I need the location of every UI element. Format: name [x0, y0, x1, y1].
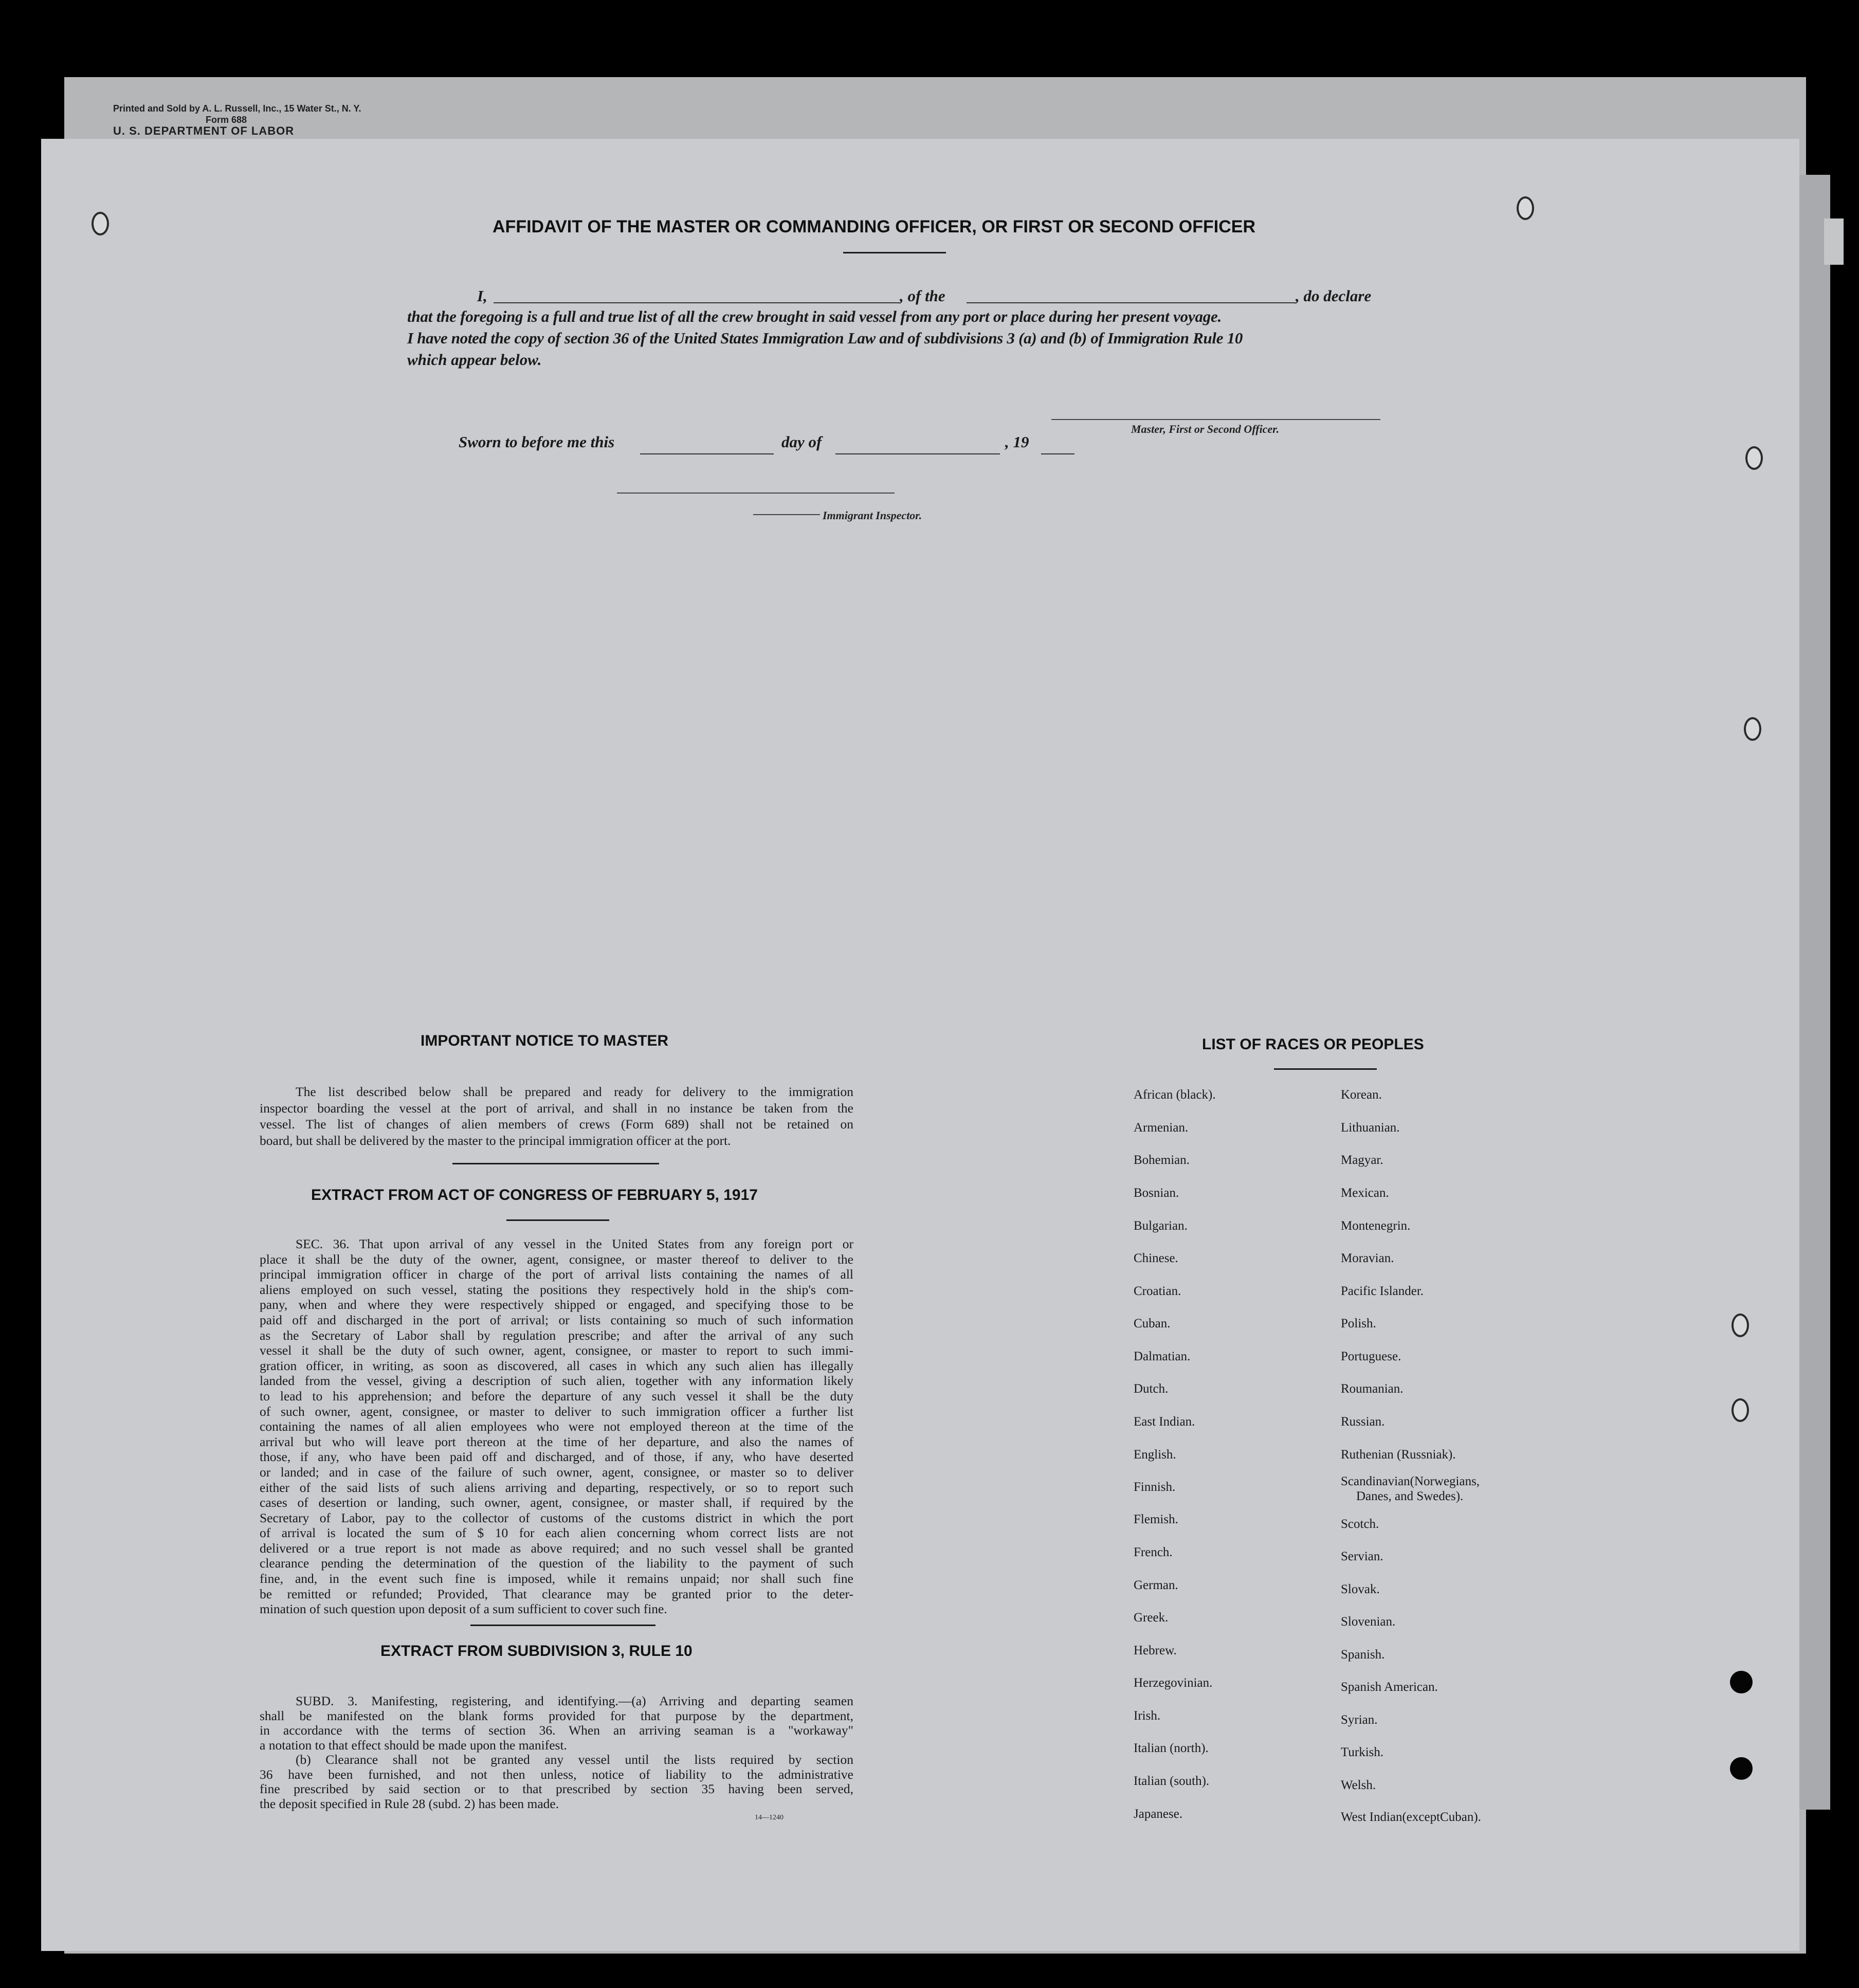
- notice-title: IMPORTANT NOTICE TO MASTER: [421, 1032, 669, 1049]
- race-item: Cuban.: [1134, 1317, 1171, 1330]
- notice-line: The list described below shall be prepared and ready for delivery to the immigration: [296, 1084, 853, 1099]
- race-item: Japanese.: [1134, 1807, 1183, 1821]
- punch-hole: [1517, 196, 1534, 220]
- background-form-header: [113, 103, 361, 137]
- act-line: landed from the vessel, giving a description of such alien, together with any information likely: [260, 1373, 853, 1389]
- rule-line: 36 have been furnished, and not then unless, notice of liability to the administrative: [260, 1767, 853, 1782]
- race-item: Welsh.: [1341, 1778, 1376, 1792]
- race-item: Croatian.: [1134, 1284, 1181, 1298]
- year-blank: [1041, 453, 1074, 454]
- act-line: principal immigration officer in charge of the port of arrival lists containing the names of all: [260, 1267, 853, 1282]
- race-item: Magyar.: [1341, 1153, 1383, 1167]
- rule-line: shall be manifested on the blank forms provided for that purpose by the department,: [260, 1708, 853, 1723]
- title-divider: [843, 252, 946, 253]
- race-item: Flemish.: [1134, 1512, 1178, 1526]
- act-title: EXTRACT FROM ACT OF CONGRESS OF FEBRUARY 5, 1917: [311, 1187, 758, 1203]
- affidavit-line-2: that the foregoing is a full and true list of all the crew brought in said vessel from any port or place during her present voyage.: [407, 307, 1222, 325]
- rule-line: in accordance with the terms of section 36. When an arriving seaman is a "workaway": [260, 1723, 853, 1738]
- act-line: be remitted or refunded; Provided, That clearance may be granted prior to the deter-: [260, 1586, 853, 1601]
- race-item: Turkish.: [1341, 1745, 1384, 1759]
- race-item: Syrian.: [1341, 1713, 1378, 1727]
- affidavit-declare: , do declare: [1296, 287, 1372, 305]
- rule-line: fine prescribed by said section or to that prescribed by section 35 having been served,: [260, 1782, 853, 1796]
- race-item: Moravian.: [1341, 1251, 1394, 1265]
- act-line: either of the said lists of such aliens arriving and departing, respectively, or so to report such: [260, 1480, 853, 1495]
- race-item-continuation: Danes, and Swedes).: [1356, 1489, 1464, 1503]
- rule-line: the deposit specified in Rule 28 (subd. 2) has been made.: [260, 1796, 559, 1811]
- act-line: Secretary of Labor, pay to the collector of customs of the customs district in which the port: [260, 1510, 853, 1525]
- punch-hole-filled: [1730, 1671, 1753, 1693]
- act-line: of such owner, agent, consignee, or master to deliver to such immigration officer a further list: [260, 1403, 853, 1419]
- act-line: fine, and, in the event such fine is imposed, while it remains unpaid; nor shall such fine: [260, 1571, 853, 1586]
- act-line: arrival but who will leave port thereon at the time of her departure, and also the names of: [260, 1434, 853, 1449]
- race-item: Bohemian.: [1134, 1153, 1190, 1167]
- act-line: place it shall be the duty of the owner, agent, consignee, or master thereof to deliver to the: [260, 1251, 853, 1267]
- notice-line: board, but shall be delivered by the master to the principal immigration officer at the port.: [260, 1133, 731, 1148]
- form-number: Form 688: [206, 115, 247, 125]
- act-line: cases of desertion or landing, such owner, agent, consignee, or master shall, if required by the: [260, 1495, 853, 1510]
- name-blank: [494, 302, 900, 303]
- act-line: paid off and discharged in the port of arrival; or lists containing so much of such information: [260, 1312, 853, 1327]
- race-item: Finnish.: [1134, 1480, 1176, 1494]
- race-item: Russian.: [1341, 1415, 1385, 1429]
- race-item: Lithuanian.: [1341, 1121, 1400, 1135]
- race-item: Slovak.: [1341, 1582, 1380, 1596]
- act-line: as the Secretary of Labor shall by regulation prescribe; and after the arrival of any such: [260, 1327, 853, 1343]
- act-line: of arrival is located the sum of $ 10 for each alien concerning whom correct lists are not: [260, 1525, 853, 1541]
- act-line: to lead to his apprehension; and before the departure of any such vessel it shall be the duty: [260, 1388, 853, 1403]
- race-item: Roumanian.: [1341, 1382, 1404, 1396]
- affidavit-line-3: I have noted the copy of section 36 of the United States Immigration Law and of subdivisions 3 (a) and (b) of Immigration Rule 10: [407, 329, 1243, 347]
- affidavit-i: I,: [477, 287, 487, 305]
- act-end-divider: [470, 1625, 655, 1626]
- punch-hole-filled: [1730, 1757, 1753, 1780]
- act-line: mination of such question upon deposit of a sum sufficient to cover such fine.: [260, 1601, 667, 1617]
- act-divider: [506, 1219, 609, 1221]
- race-item: Slovenian.: [1341, 1615, 1396, 1629]
- printer-credit: Printed and Sold by A. L. Russell, Inc., 15 Water St., N. Y.: [113, 103, 361, 114]
- master-signature-line: [1051, 419, 1380, 420]
- act-line: delivered or a true report is not made as above required; and no such vessel shall be granted: [260, 1540, 853, 1556]
- race-item: Greek.: [1134, 1611, 1169, 1625]
- race-item: East Indian.: [1134, 1415, 1195, 1429]
- race-item: Irish.: [1134, 1709, 1161, 1723]
- race-item: Korean.: [1341, 1088, 1382, 1102]
- race-item: West Indian(exceptCuban).: [1341, 1810, 1481, 1824]
- race-item: Italian (north).: [1134, 1741, 1209, 1755]
- act-line: vessel it shall be the duty of such owner, agent, consignee, or master to report to such immi-: [260, 1343, 853, 1358]
- punch-hole: [92, 212, 109, 235]
- race-item: Ruthenian (Russniak).: [1341, 1448, 1456, 1462]
- punch-hole: [1745, 446, 1763, 470]
- race-item: Scotch.: [1341, 1517, 1379, 1531]
- act-line: those, if any, who have been paid off and discharged, and of those, if any, who have deserted: [260, 1449, 853, 1465]
- race-item: Chinese.: [1134, 1251, 1178, 1265]
- punch-hole: [1732, 1314, 1749, 1337]
- act-line: pany, when and where they were respectively shipped or engaged, and specifying those to be: [260, 1297, 853, 1312]
- underlying-page-edge: [1799, 175, 1830, 1810]
- notice-divider: [452, 1163, 659, 1164]
- race-item: Italian (south).: [1134, 1774, 1210, 1788]
- rule-title: EXTRACT FROM SUBDIVISION 3, RULE 10: [380, 1643, 692, 1659]
- race-item: Mexican.: [1341, 1186, 1389, 1200]
- sworn-day-blank: [640, 453, 774, 454]
- race-item: Herzegovinian.: [1134, 1676, 1213, 1690]
- race-item: Polish.: [1341, 1317, 1376, 1330]
- race-item: German.: [1134, 1578, 1178, 1592]
- race-item: Servian.: [1341, 1549, 1383, 1563]
- day-of-text: day of: [781, 433, 822, 451]
- race-item: English.: [1134, 1448, 1176, 1462]
- notice-text: [260, 1084, 853, 1148]
- sworn-text: Sworn to before me this: [459, 433, 615, 451]
- rule-line: (b) Clearance shall not be granted any vessel until the lists required by section: [296, 1753, 853, 1767]
- race-item: Hebrew.: [1134, 1644, 1177, 1657]
- affidavit-title: AFFIDAVIT OF THE MASTER OR COMMANDING OFFICER, OR FIRST OR SECOND OFFICER: [493, 217, 1255, 236]
- punch-hole: [1744, 717, 1761, 741]
- year-text: , 19: [1005, 433, 1029, 451]
- races-title: LIST OF RACES OR PEOPLES: [1202, 1036, 1424, 1053]
- inspector-signature-line: [617, 493, 895, 494]
- act-line: or landed; and in case of the failure of such owner, agent, consignee, or master so to deliver: [260, 1464, 853, 1480]
- inspector-mini-line: [753, 514, 820, 515]
- rule-line: SUBD. 3. Manifesting, registering, and identifying.—(a) Arriving and departing seamen: [296, 1694, 853, 1708]
- department-name: U. S. DEPARTMENT OF LABOR: [113, 124, 295, 137]
- race-item: Montenegrin.: [1341, 1219, 1411, 1233]
- notice-line: vessel. The list of changes of alien members of crews (Form 689) shall not be retained on: [260, 1117, 853, 1132]
- race-item: Armenian.: [1134, 1121, 1189, 1135]
- notice-line: inspector boarding the vessel at the port of arrival, and shall in no instance be taken from the: [260, 1100, 853, 1116]
- race-item: Spanish American.: [1341, 1680, 1438, 1694]
- sworn-month-blank: [835, 453, 1000, 454]
- race-item: Bulgarian.: [1134, 1219, 1188, 1233]
- race-item: African (black).: [1134, 1088, 1216, 1102]
- act-line: aliens employed on such vessel, stating the positions they respectively hold in the ship's com-: [260, 1282, 853, 1297]
- inspector-label: Immigrant Inspector.: [823, 509, 922, 522]
- vessel-blank: [967, 302, 1296, 303]
- affidavit-of-the: , of the: [900, 287, 945, 305]
- page-tab: [1824, 218, 1844, 265]
- affidavit-sheet: [41, 139, 1799, 1951]
- form-code: 14—1240: [755, 1814, 783, 1821]
- race-item: Dalmatian.: [1134, 1349, 1191, 1363]
- race-item: Bosnian.: [1134, 1186, 1179, 1200]
- act-line: gration officer, in writing, as soon as discovered, all cases in which any such alien has illegally: [260, 1358, 853, 1373]
- affidavit-line-4: which appear below.: [407, 351, 542, 369]
- act-text: [260, 1236, 853, 1617]
- act-line: containing the names of all alien employees who were not employed thereon at the time of the: [260, 1419, 853, 1434]
- race-item: French.: [1134, 1545, 1173, 1559]
- race-item: Scandinavian(Norwegians,: [1341, 1474, 1480, 1488]
- master-signature-label: Master, First or Second Officer.: [1131, 423, 1280, 435]
- race-item: Spanish.: [1341, 1648, 1385, 1662]
- rule-line: a notation to that effect should be made upon the manifest.: [260, 1738, 567, 1753]
- race-item: Dutch.: [1134, 1382, 1169, 1396]
- rule-text: [260, 1694, 853, 1811]
- race-item: Portuguese.: [1341, 1349, 1401, 1363]
- race-item: Pacific Islander.: [1341, 1284, 1424, 1298]
- act-line: SEC. 36. That upon arrival of any vessel in the United States from any foreign port or: [296, 1236, 853, 1251]
- races-divider: [1274, 1068, 1377, 1070]
- act-line: clearance pending the determination of the question of the liability to the payment of such: [260, 1556, 853, 1571]
- punch-hole: [1732, 1398, 1749, 1422]
